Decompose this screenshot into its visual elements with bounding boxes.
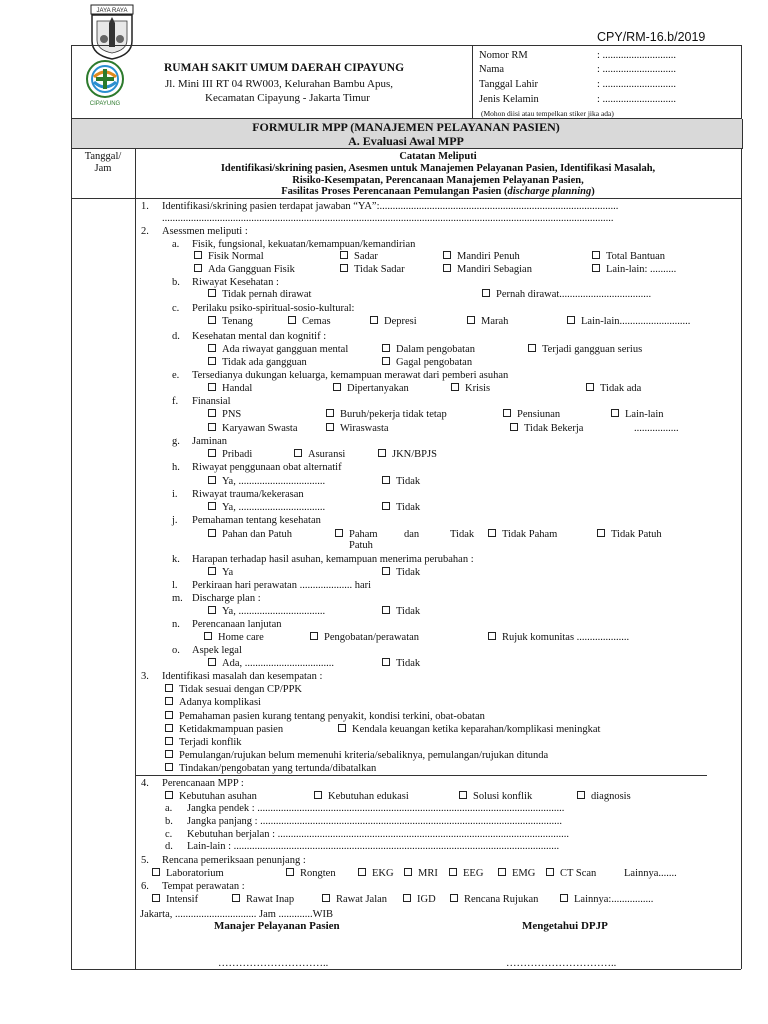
s4-option[interactable]: Kebutuhan asuhan (165, 791, 257, 803)
catatan-line3 (135, 186, 741, 198)
s3-option[interactable]: Pemahaman pasien kurang tentang penyakit, kondisi terkini, obat-obatan (165, 711, 485, 723)
s4a-text[interactable]: Jangka pendek : ..................................................................................................................... (187, 803, 565, 814)
catatan-line3-c: ) (591, 186, 595, 197)
hospital-address-line1: Jl. Mini III RT 04 RW003, Kelurahan Bambu Apus, (165, 78, 393, 90)
s2e-option[interactable]: Tidak ada (586, 383, 641, 395)
s2a-option[interactable]: Fisik Normal (194, 251, 264, 263)
s3-option[interactable]: Terjadi konflik (165, 737, 242, 749)
hospital-address-line2: Kecamatan Cipayung - Jakarta Timur (205, 92, 370, 104)
s2a-option[interactable]: Lain-lain: .......... (592, 264, 676, 276)
s2f-option[interactable]: Tidak Bekerja (510, 423, 583, 435)
s2j-opt2-tidak: Tidak (450, 529, 475, 540)
s2d-option[interactable]: Terjadi gangguan serius (528, 344, 642, 356)
s5-option[interactable]: Rongten (286, 868, 336, 880)
s3-option[interactable]: Kendala keuangan ketika keparahan/komplikasi meningkat (338, 724, 600, 736)
s2b-option[interactable]: Tidak pernah dirawat (208, 289, 311, 301)
s2h-option-tidak[interactable]: Tidak (382, 476, 420, 488)
s5-option[interactable]: Laboratorium (152, 868, 224, 880)
label-nomor-rm: Nomor RM (479, 50, 528, 61)
col-header-tanggal: Tanggal/ (84, 151, 122, 162)
s2j-option[interactable]: Tidak Patuh (597, 529, 662, 541)
field-jenis-kelamin[interactable]: : ............................ (597, 94, 677, 105)
patient-note: (Mohon diisi atau tempelkan stiker jika ada) (481, 109, 614, 118)
s2a-option[interactable]: Ada Gangguan Fisik (194, 264, 295, 276)
s2j-opt2-dan: dan (404, 529, 420, 540)
catatan-line1: Identifikasi/skrining pasien, Asesmen untuk Manajemen Pelayanan Pasien, Identifikasi Masalah, (220, 163, 656, 174)
s4-option[interactable]: Kebutuhan edukasi (314, 791, 409, 803)
s5-option[interactable]: EMG (498, 868, 535, 880)
s2i-option-tidak[interactable]: Tidak (382, 502, 420, 514)
s5-title: Rencana pemeriksaan penunjang : (162, 855, 306, 866)
s3-option[interactable]: Tidak sesuai dengan CP/PPK (165, 684, 302, 696)
s2f-other-dots[interactable]: ................. (634, 423, 679, 434)
s2b-label: b. (172, 277, 180, 288)
s2e-label: e. (172, 370, 180, 381)
s2c-label: c. (172, 303, 180, 314)
s4b-label: b. (165, 816, 173, 827)
s1-text[interactable]: Identifikasi/skrining pasien terdapat jawaban “YA”:........................................................................................... (162, 201, 619, 212)
s2n-option[interactable]: Home care (204, 632, 264, 644)
svg-text:CIPAYUNG: CIPAYUNG (89, 101, 121, 107)
catatan-line3-a: Fasilitas Proses Perencanaan Pemulangan Pasien ( (281, 186, 508, 197)
s2b-option[interactable]: Pernah dirawat................................... (482, 289, 651, 301)
form-title: FORMULIR MPP (MANAJEMEN PELAYANAN PASIEN) (252, 120, 560, 134)
s4-num: 4. (141, 778, 149, 789)
s2c-option[interactable]: Tenang (208, 316, 253, 328)
s2a-option[interactable]: Sadar (340, 251, 378, 263)
s2d-option[interactable]: Tidak ada gangguan (208, 357, 307, 369)
s5-option-other[interactable]: Lainnya....... (624, 868, 677, 879)
s2l-title[interactable]: Perkiraan hari perawatan .................... hari (192, 580, 372, 591)
s4c-label: c. (165, 829, 173, 840)
s2k-title: Harapan terhadap hasil asuhan, kemampuan menerima perubahan : (192, 554, 474, 565)
s2c-option[interactable]: Marah (467, 316, 508, 328)
s6-title: Tempat perawatan : (162, 881, 245, 892)
s2d-option[interactable]: Dalam pengobatan (382, 344, 475, 356)
s2c-title: Perilaku psiko-spiritual-sosio-kultural: (192, 303, 355, 314)
s2f-option[interactable]: Karyawan Swasta (208, 423, 298, 435)
s2c-option[interactable]: Lain-lain........................... (567, 316, 690, 328)
s2e-option[interactable]: Krisis (451, 383, 490, 395)
s2n-option[interactable]: Rujuk komunitas .................... (488, 632, 629, 644)
s3-option[interactable]: Ketidakmampuan pasien (165, 724, 283, 736)
s2m-label: m. (172, 593, 183, 604)
s5-option[interactable]: EEG (449, 868, 483, 880)
s2l-label: l. (172, 580, 178, 591)
s6-option[interactable]: Rawat Inap (232, 894, 294, 906)
s2h-title: Riwayat penggunaan obat alternatif (192, 462, 342, 473)
s2f-option[interactable]: Pensiunan (503, 409, 560, 421)
s2c-option[interactable]: Depresi (370, 316, 417, 328)
hospital-name: RUMAH SAKIT UMUM DAERAH CIPAYUNG (164, 62, 405, 74)
s2o-option-tidak[interactable]: Tidak (382, 658, 420, 670)
s2f-option[interactable]: Wiraswasta (326, 423, 389, 435)
s3-option[interactable]: Adanya komplikasi (165, 697, 261, 709)
s4-option[interactable]: Solusi konflik (459, 791, 532, 803)
field-nama[interactable]: : ............................ (597, 64, 677, 75)
s2f-option[interactable]: Lain-lain (611, 409, 663, 421)
s2j-option[interactable]: Pahan dan Patuh (208, 529, 292, 541)
s5-option[interactable]: CT Scan (546, 868, 596, 880)
s4d-text[interactable]: Lain-lain : ............................................................................................................................ (187, 841, 560, 852)
s2j-title: Pemahaman tentang kesehatan (192, 515, 321, 526)
s6-option[interactable]: Rawat Jalan (322, 894, 387, 906)
s5-option[interactable]: MRI (404, 868, 438, 880)
s4-option[interactable]: diagnosis (577, 791, 631, 803)
s2a-title: Fisik, fungsional, kekuatan/kemampuan/kemandirian (192, 239, 416, 250)
svg-text:JAYA RAYA: JAYA RAYA (96, 8, 128, 14)
s2e-option[interactable]: Dipertanyakan (333, 383, 409, 395)
s2a-option[interactable]: Mandiri Penuh (443, 251, 520, 263)
footer-mpp-signature[interactable]: ………………………….. (218, 958, 329, 969)
s2d-option[interactable]: Gagal pengobatan (382, 357, 472, 369)
s1-dots[interactable]: ............................................................................................................................................................................ (162, 213, 614, 224)
s3-option[interactable]: Tindakan/pengobatan yang tertunda/dibatalkan (165, 763, 376, 775)
s2n-label: n. (172, 619, 180, 630)
s2m-option-ya[interactable]: Ya, ................................. (208, 606, 325, 618)
s5-option[interactable]: EKG (358, 868, 394, 880)
s3-title: Identifikasi masalah dan kesempatan : (162, 671, 323, 682)
s2o-title: Aspek legal (192, 645, 242, 656)
s4d-label: d. (165, 841, 173, 852)
footer-dpjp-title: Mengetahui DPJP (522, 920, 608, 932)
s2a-option[interactable]: Total Bantuan (592, 251, 665, 263)
s2j-label: j. (172, 515, 178, 526)
s2a-label: a. (172, 239, 180, 250)
catatan-line3-italic: discharge planning (507, 186, 592, 197)
s5-num: 5. (141, 855, 149, 866)
s2c-option[interactable]: Cemas (288, 316, 331, 328)
s1-num: 1. (141, 201, 149, 212)
s2o-label: o. (172, 645, 180, 656)
s2i-label: i. (172, 489, 178, 500)
s6-option[interactable]: Intensif (152, 894, 198, 906)
label-tanggal-lahir: Tanggal Lahir (479, 79, 539, 90)
s2m-title: Discharge plan : (192, 593, 261, 604)
s3-num: 3. (141, 671, 149, 682)
catatan-line2: Risiko-Kesempatan, Perencanaan Manajemen Pelayanan Pasien, (292, 175, 584, 186)
s2g-option[interactable]: Asuransi (294, 449, 345, 461)
s6-option[interactable]: Lainnya:................ (560, 894, 653, 906)
s2b-title: Riwayat Kesehatan : (192, 277, 279, 288)
s2j-option[interactable]: Tidak Paham (488, 529, 557, 541)
s2k-option-ya[interactable]: Ya (208, 567, 233, 579)
s6-option[interactable]: IGD (403, 894, 436, 906)
s2h-label: h. (172, 462, 180, 473)
field-tanggal-lahir[interactable]: : ............................ (597, 79, 677, 90)
field-nomor-rm[interactable]: : ............................ (597, 50, 677, 61)
footer-place-date[interactable]: Jakarta, ............................... Jam .............WIB (140, 909, 334, 920)
s4b-text[interactable]: Jangka panjang : ................................................................................................................... (187, 816, 563, 827)
s2f-title: Finansial (192, 396, 231, 407)
s6-num: 6. (141, 881, 149, 892)
s2i-title: Riwayat trauma/kekerasan (192, 489, 304, 500)
catatan-title: Catatan Meliputi (399, 151, 477, 162)
s2g-title: Jaminan (192, 436, 227, 447)
s2g-option[interactable]: JKN/BPJS (378, 449, 437, 461)
s2j-opt2-patuh: Patuh (349, 540, 373, 551)
s2d-title: Kesehatan mental dan kognitif : (192, 331, 327, 342)
s2i-option-ya[interactable]: Ya, ................................. (208, 502, 325, 514)
s2-num: 2. (141, 226, 149, 237)
s2o-option-ada[interactable]: Ada, .................................. (208, 658, 334, 670)
s2d-label: d. (172, 331, 180, 342)
s2a-option[interactable]: Tidak Sadar (340, 264, 405, 276)
s2-title: Asessmen meliputi : (162, 226, 248, 237)
s2a-option[interactable]: Mandiri Sebagian (443, 264, 532, 276)
s2n-option[interactable]: Pengobatan/perawatan (310, 632, 419, 644)
s2h-option-ya[interactable]: Ya, ................................. (208, 476, 325, 488)
s2j-opt2-paham: Paham (335, 529, 378, 541)
rsud-cipayung-logo (76, 57, 134, 107)
footer-dpjp-signature[interactable]: ………………………….. (506, 958, 617, 969)
s2d-option[interactable]: Ada riwayat gangguan mental (208, 344, 348, 356)
s4-title: Perencanaan MPP : (162, 778, 244, 789)
label-jenis-kelamin: Jenis Kelamin (479, 94, 539, 105)
s2f-option[interactable]: Buruh/pekerja tidak tetap (326, 409, 447, 421)
document-code: CPY/RM-16.b/2019 (597, 30, 706, 44)
footer-mpp-title: Manajer Pelayanan Pasien (214, 920, 340, 932)
s3-option[interactable]: Pemulangan/rujukan belum memenuhi kriteria/sebaliknya, pemulangan/rujukan ditunda (165, 750, 548, 762)
col-header-jam: Jam (94, 163, 112, 174)
s2k-label: k. (172, 554, 180, 565)
s2n-title: Perencanaan lanjutan (192, 619, 282, 630)
s4c-text[interactable]: Kebutuhan berjalan : ............................................................................................................... (187, 829, 570, 840)
s6-option[interactable]: Rencana Rujukan (450, 894, 538, 906)
s2e-option[interactable]: Handal (208, 383, 252, 395)
s2k-option-tidak[interactable]: Tidak (382, 567, 420, 579)
jaya-raya-crest-logo (88, 3, 136, 61)
form-subtitle: A. Evaluasi Awal MPP (348, 134, 464, 148)
s2g-option[interactable]: Pribadi (208, 449, 252, 461)
s2m-option-tidak[interactable]: Tidak (382, 606, 420, 618)
s4a-label: a. (165, 803, 173, 814)
s2e-title: Tersedianya dukungan keluarga, kemampuan merawat dari pemberi asuhan (192, 370, 509, 381)
s2g-label: g. (172, 436, 180, 447)
s2f-label: f. (172, 396, 179, 407)
label-nama: Nama (479, 64, 505, 75)
s2f-option[interactable]: PNS (208, 409, 241, 421)
